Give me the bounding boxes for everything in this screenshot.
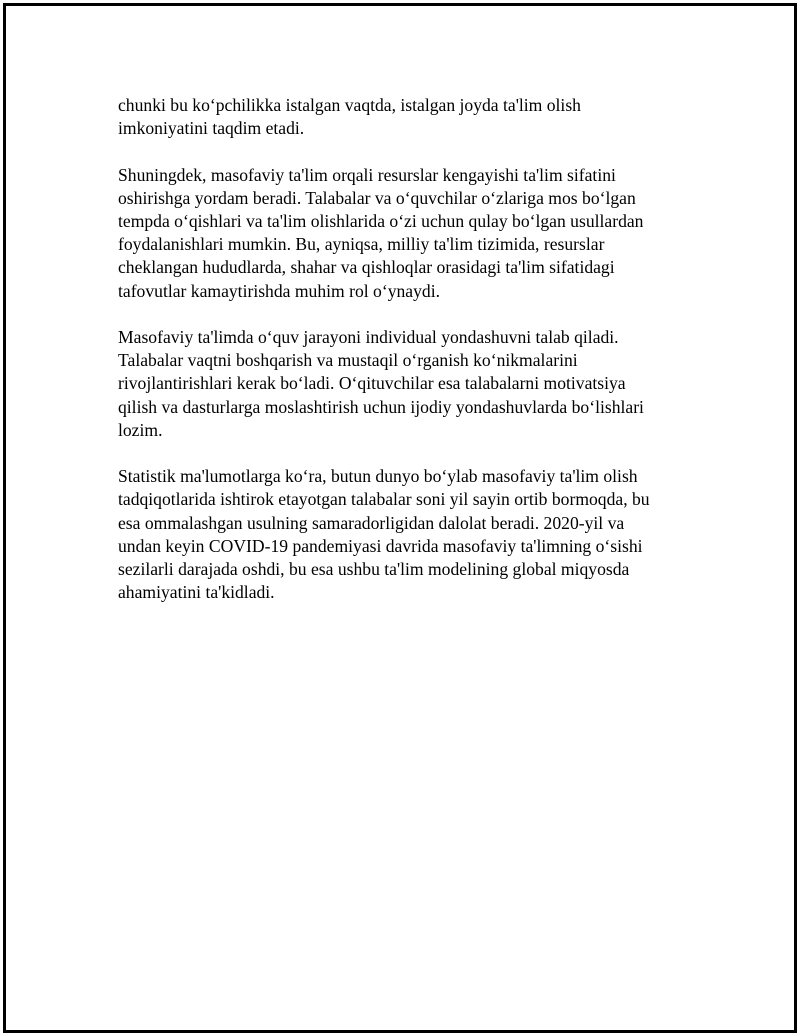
text-line: oshirishga yordam beradi. Talabalar va o‘quvchilar o‘zlariga mos bo‘lgan [118, 187, 636, 208]
text-line: tadqiqotlarida ishtirok etayotgan talabalar soni yil sayin ortib bormoqda, bu [118, 489, 650, 510]
text-line: qilish va dasturlarga moslashtirish uchun ijodiy yondashuvlarda bo‘lishlari [118, 396, 644, 417]
paragraph-3 [118, 326, 678, 442]
text-line: rivojlantirishlari kerak bo‘ladi. O‘qituvchilar esa talabalarni motivatsiya [118, 373, 626, 394]
text-line: cheklangan hududlarda, shahar va qishloqlar orasidagi ta'lim sifatidagi [118, 257, 615, 278]
paragraph-2 [118, 164, 678, 303]
text-line: ahamiyatini ta'kidladi. [118, 582, 275, 603]
text-line: tempda o‘qishlari va ta'lim olishlarida o‘zi uchun qulay bo‘lgan usullardan [118, 211, 644, 231]
text-line: sezilarli darajada oshdi, bu esa ushbu ta'lim modelining global miqyosda [118, 559, 630, 580]
text-line: Masofaviy ta'limda o‘quv jarayoni individual yondashuvni talab qiladi. [118, 327, 619, 347]
text-line: Shuningdek, masofaviy ta'lim orqali resurslar kengayishi ta'lim sifatini [118, 164, 616, 185]
text-line: imkoniyatini taqdim etadi. [118, 118, 305, 139]
text-line: lozim. [118, 419, 163, 440]
text-line: Talabalar vaqtni boshqarish va mustaqil o‘rganish ko‘nikmalarini [118, 350, 578, 371]
paragraph-4 [118, 465, 678, 604]
text-line: chunki bu ko‘pchilikka istalgan vaqtda, istalgan joyda ta'lim olish [118, 95, 581, 115]
text-line: foydalanishlari mumkin. Bu, ayniqsa, milliy ta'lim tizimida, resurslar [118, 234, 605, 255]
paragraph-1 [118, 94, 678, 140]
text-line: tafovutlar kamaytirishda muhim rol o‘ynaydi. [118, 280, 440, 301]
text-line: Statistik ma'lumotlarga ko‘ra, butun dunyo bo‘ylab masofaviy ta'lim olish [118, 466, 638, 487]
text-line: undan keyin COVID-19 pandemiyasi davrida masofaviy ta'limning o‘sishi [118, 535, 643, 556]
document-body [118, 94, 678, 628]
text-line: esa ommalashgan usulning samaradorligidan dalolat beradi. 2020-yil va [118, 512, 625, 533]
